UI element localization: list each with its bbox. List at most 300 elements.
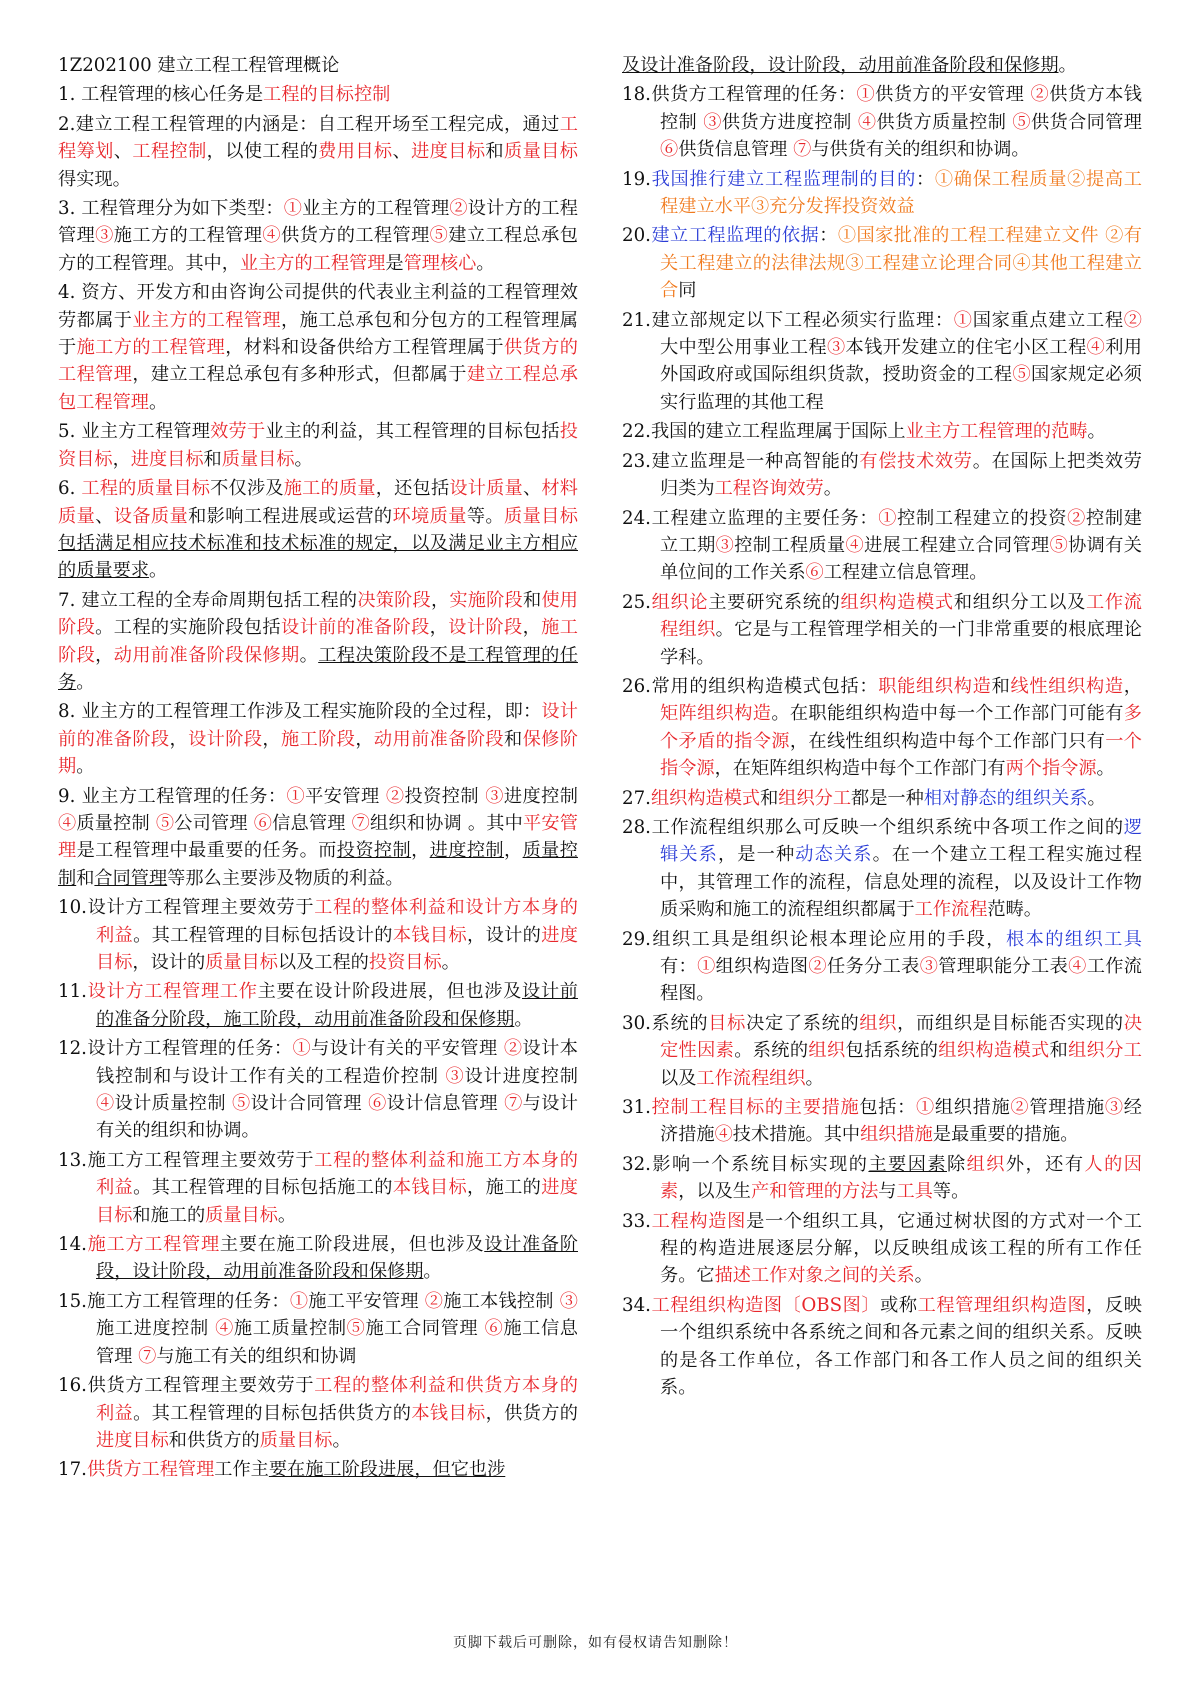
list-item (58, 587, 578, 697)
item-text: 施工阶段 (281, 728, 356, 750)
item-text: 。 (1058, 55, 1077, 76)
item-text: ， (411, 840, 430, 862)
item-text: ③ (919, 956, 939, 977)
item-text: 动用前准备阶段保修期 (113, 644, 300, 666)
item-text: 一个指令源 (660, 730, 1142, 780)
item-text: 8. 业主方的工程管理工作涉及工程实施阶段的全过程，即： (58, 701, 542, 723)
item-text: 是 (385, 252, 404, 274)
item-text: 。 (277, 1204, 297, 1226)
item-text: 业主方的工程管理 (302, 198, 450, 220)
item-number: 12. (58, 1038, 87, 1060)
item-text: 施工方工程管理的任务： (86, 1290, 290, 1312)
item-text: 施工信息管理 (96, 1318, 578, 1367)
list-item (58, 1288, 578, 1370)
item-text: 费用目标 (318, 141, 393, 163)
item-text: 人的因素 (660, 1153, 1142, 1203)
item-text: 保修阶期 (58, 728, 578, 778)
item-text: 、 (95, 505, 114, 527)
item-text: 和 (991, 675, 1011, 697)
item-number: 30. (622, 1012, 651, 1034)
item-text: 协调有关单位间的工作关系 (660, 534, 1142, 584)
item-text: ③ (559, 1290, 578, 1312)
item-number: 21. (622, 309, 651, 331)
item-text: 组织构造模式 (840, 591, 954, 613)
item-text: 本钱目标 (392, 924, 468, 946)
item-text: 技术措施。其中 (732, 1124, 861, 1146)
item-text: 组织分工 (1068, 1040, 1142, 1062)
item-text: 质量控制 (58, 840, 578, 889)
item-text: ⑤ (346, 1318, 366, 1340)
item-text: 建立工程总承包方的工程管理。其中， (58, 225, 578, 274)
list-item (622, 1151, 1142, 1206)
item-text: 供货方的工程管理 (58, 337, 578, 386)
item-text: ④ (262, 225, 282, 247)
item-text: 组织 (859, 1012, 898, 1034)
item-text: 工程建立信息管理。 (823, 562, 988, 584)
item-text: 管理措施 (1029, 1097, 1105, 1119)
item-text: 以及 (660, 1067, 697, 1089)
item-text: ， (169, 728, 189, 750)
item-text: ② (385, 785, 405, 807)
item-text: 施工方的工程管理 (113, 225, 263, 247)
item-text: 工程咨询效劳 (714, 478, 824, 500)
item-text: 。 (76, 671, 95, 693)
item-number: 23. (622, 450, 651, 472)
item-text: 投资目标 (58, 421, 578, 470)
item-text: 业主方的工程管理 (239, 252, 386, 274)
list-item (58, 1147, 578, 1229)
item-text: 和影响工程进展或运营的 (188, 505, 393, 527)
item-text: ⑥ (805, 562, 824, 584)
item-text: 9. 业主方工程管理的任务： (58, 785, 287, 807)
item-text: 包括系统的 (845, 1040, 939, 1062)
item-text: ① (697, 956, 716, 977)
item-text: 质量目标 (504, 505, 578, 527)
item-text: ⑦ (138, 1345, 157, 1367)
item-text: ⑦ (793, 139, 812, 161)
item-text: 组织措施 (934, 1097, 1011, 1119)
item-text: 和 (522, 589, 542, 611)
item-text: ① (286, 785, 306, 807)
item-text: 和 (203, 448, 222, 470)
item-text: ，反映一个组织系统中各系统之间和各元素之间的组织关系。反映的是各工作单位，各工作部门和各工作人员之间的组织关系。 (660, 1294, 1142, 1399)
item-text: 进度目标 (96, 1429, 169, 1451)
item-text: 供货方工程管理主要效劳于 (86, 1375, 315, 1397)
right-item-list (622, 52, 1142, 1402)
item-text: 是一个组织工具，它通过树状图的方式对一个工程的构造进展逐层分解，以反映组成该工程的所有工作任务。它 (660, 1210, 1142, 1287)
item-text: ，供货方的 (485, 1402, 578, 1424)
item-text: 包括满足相应技术标准和技术标准的规定，以及满足业主方相应的质量要求 (58, 532, 578, 582)
item-text: 决策阶段 (357, 589, 431, 611)
item-text: ⑥ (484, 1318, 504, 1340)
item-text: ： (916, 168, 935, 190)
item-text: 进度控制 (429, 840, 504, 862)
item-text: 进度目标 (96, 924, 578, 973)
item-text: 。在国际上把类效劳归类为 (660, 450, 1142, 500)
item-text: 施工合同管理 (365, 1318, 485, 1340)
item-number: 28. (622, 816, 651, 838)
list-item (622, 307, 1142, 417)
item-text: ⑥ (660, 139, 679, 161)
item-text: 主要因素 (868, 1153, 947, 1175)
item-text: ⑦ (351, 812, 371, 834)
item-number: 18. (622, 84, 651, 106)
item-text: 等那么主要涉及物质的利益。 (167, 867, 404, 889)
item-text: 施工平安管理 (308, 1290, 425, 1312)
item-text: 质量目标 (205, 952, 278, 973)
item-text: 6. (58, 478, 82, 500)
item-text: 管理核心 (403, 252, 477, 274)
item-text: 投资控制 (336, 840, 412, 862)
item-text: 控制建立工期 (660, 507, 1142, 556)
item-text: 动态关系 (795, 844, 873, 866)
item-text: 主要研究系统的 (708, 591, 841, 613)
item-text: ② (424, 1290, 444, 1312)
list-item (58, 195, 578, 277)
item-text: 公司管理 (174, 812, 254, 834)
item-text: 和 (504, 728, 523, 750)
item-text: 建立工程监理的依据 (650, 225, 820, 247)
item-number: 13. (58, 1149, 87, 1171)
item-number: 20. (622, 225, 651, 247)
item-text: 与设计有关的平安管理 (311, 1038, 504, 1060)
item-text: ， (504, 840, 523, 862)
item-text: 进度目标 (130, 448, 204, 470)
list-item (58, 783, 578, 893)
item-text: 利用外国政府或国际组织货款，授助资金的工程 (660, 337, 1142, 386)
item-text: 。 (805, 1067, 824, 1089)
item-text: 。 (914, 1265, 933, 1287)
list-item (622, 81, 1142, 163)
item-text: ⑥ (253, 812, 273, 834)
list-item (622, 926, 1142, 1008)
item-text: ② (1010, 1097, 1030, 1119)
item-text: 平安管理 (58, 812, 578, 862)
item-text: 设计质量控制 (114, 1093, 233, 1115)
item-text: ③ (715, 534, 735, 556)
item-text: 施工质量控制 (233, 1318, 347, 1340)
left-item-list (58, 81, 578, 1483)
item-text: ① (916, 1097, 935, 1119)
item-text: 工程的目标控制 (263, 84, 391, 106)
item-text: ①国家批准的工程工程建立文件 ②有关工程建立的法律法规③工程建立论理合同④其他工程建立合 (660, 225, 1142, 302)
item-text: ② (1067, 507, 1086, 529)
item-text: 合同管理 (94, 867, 168, 889)
item-text: 和 (76, 867, 95, 889)
item-text: 组织构造模式 (938, 1040, 1050, 1062)
item-text: 设计质量 (449, 478, 523, 500)
item-text: 工程筹划 (58, 113, 578, 163)
item-text: ④ (1086, 337, 1106, 359)
list-item (622, 505, 1142, 587)
item-text: 施工的质量 (283, 478, 376, 500)
item-text: 质量目标 (504, 141, 578, 163)
item-text: 供货方的平安管理 (875, 84, 1031, 106)
list-item (622, 52, 1142, 79)
item-text: 以及工程的 (277, 952, 369, 973)
item-text: ，而组织是目标能否实现的 (897, 1012, 1124, 1034)
item-text: 组织措施 (860, 1124, 933, 1146)
list-item (622, 1094, 1142, 1149)
item-number: 25. (622, 591, 651, 613)
item-text: 效劳于 (210, 421, 266, 443)
item-text: 施工方工程管理 (86, 1234, 220, 1256)
left-column (58, 52, 578, 1486)
item-text: 工程的质量目标 (81, 478, 211, 500)
item-text: 是最重要的措施。 (932, 1124, 1079, 1146)
item-text: 大中型公用事业工程 (660, 337, 827, 359)
item-text: 设计方工程管理的任务： (86, 1038, 293, 1060)
item-text: ，在矩阵组织构造中每个工作部门有 (714, 758, 1006, 780)
item-text: 控制工程质量 (734, 534, 846, 556)
item-text: ， (1123, 675, 1142, 697)
item-number: 24. (622, 507, 651, 529)
item-text: 业主的利益，其工程管理的目标包括 (265, 421, 560, 443)
item-text: ③ (485, 785, 504, 807)
item-text: 7. 建立工程的全寿命周期包括工程的 (58, 589, 358, 611)
list-item (58, 111, 578, 193)
item-text: 工程构造图 (650, 1210, 747, 1232)
item-text: 主要在施工阶段进展，但也涉及 (219, 1234, 485, 1256)
list-item (58, 1372, 578, 1454)
item-text: ⑤ (1012, 111, 1031, 133)
item-text: 同 (678, 280, 697, 302)
item-text: 逻辑关系 (660, 816, 1142, 866)
item-text: 和 (485, 141, 504, 163)
item-text: 。 (1087, 787, 1106, 809)
item-text: 职能组织构造 (878, 675, 992, 697)
item-text: ⑤ (1012, 364, 1032, 386)
item-text: 及设计准备阶段，设计阶段，动用前准备阶段和保修期 (622, 55, 1059, 76)
item-number: 19. (622, 168, 651, 190)
item-text: 质量目标 (205, 1204, 278, 1226)
item-text: 本钱目标 (392, 1177, 468, 1199)
item-text: 设计阶段 (448, 617, 523, 639)
item-text: 与设计有关的组织和协调。 (96, 1093, 578, 1142)
item-number: 27. (622, 787, 651, 809)
item-text: 设备质量 (113, 505, 189, 527)
item-text: 进度控制 (503, 785, 578, 807)
item-text: ④ (215, 1318, 234, 1340)
item-text: ④ (58, 812, 77, 834)
item-text: ② (1123, 309, 1142, 331)
item-text: ③ (445, 1065, 465, 1087)
item-text: 组织和协调 。其中 (370, 812, 523, 834)
item-text: 4. 资方、开发方和由咨询公司提供的代表业主利益的工程管理效劳都属于 (58, 282, 578, 331)
item-text: 信息管理 (272, 812, 352, 834)
item-text: 1. 工程管理的核心任务是 (58, 84, 264, 106)
list-item (622, 785, 1142, 812)
item-text: 和供货方的 (168, 1429, 260, 1451)
item-text: 有偿技术效劳 (859, 450, 973, 472)
item-text: 决定性因素 (660, 1012, 1142, 1062)
item-number: 16. (58, 1375, 87, 1397)
item-text: 设计前的准备阶段 (281, 617, 430, 639)
item-text: 业主方的工程管理 (132, 309, 282, 331)
item-text: 材料质量 (58, 478, 578, 527)
item-text: 常用的组织构造模式包括： (650, 675, 879, 697)
item-text: 。 (441, 952, 460, 973)
item-number: 10. (58, 897, 87, 919)
item-text: 供货合同管理 (1030, 111, 1142, 133)
item-text: ② (1030, 84, 1050, 106)
list-item (622, 814, 1142, 924)
item-text: 设计方工程管理主要效劳于 (86, 897, 315, 919)
item-text: 工程控制 (132, 141, 207, 163)
item-text: 投资目标 (368, 952, 442, 973)
item-text: 。 (423, 1261, 442, 1283)
item-text: 设计本钱控制和与设计工作有关的工程造价控制 (96, 1038, 578, 1087)
list-item (58, 81, 578, 108)
item-text: 两个指令源 (1005, 758, 1097, 780)
item-text: ，还包括 (375, 478, 450, 500)
item-text: 线性组织构造 (1010, 675, 1124, 697)
item-text: 。 (1087, 421, 1106, 443)
right-column (622, 52, 1142, 1404)
item-text: 组织工具是组织论根本理论应用的手段， (650, 928, 1006, 950)
item-text: 供货方工程管理 (86, 1459, 215, 1481)
list-item (58, 894, 578, 976)
item-text: ③ (1104, 1097, 1124, 1119)
item-text: 系统的 (650, 1012, 709, 1034)
list-item (58, 1035, 578, 1145)
item-text: 设计方的工程管理 (58, 198, 578, 247)
list-item (622, 448, 1142, 503)
item-text: 。 (294, 448, 313, 470)
item-text: 、 (392, 141, 412, 163)
list-item (622, 1208, 1142, 1290)
item-text: 施工方工程管理主要效劳于 (86, 1149, 315, 1171)
item-text: ⑦ (504, 1093, 523, 1115)
item-text: 和 (760, 787, 779, 809)
item-text: ，设计的 (132, 952, 206, 973)
item-text: ⑤ (1049, 534, 1069, 556)
list-item (622, 418, 1142, 445)
item-text: ① (283, 198, 303, 220)
item-text: 施工本钱控制 (443, 1290, 560, 1312)
item-number: 22. (622, 421, 651, 443)
item-text: 。 (823, 478, 842, 500)
item-text: 、 (113, 141, 133, 163)
item-text: 组织 (966, 1153, 1006, 1175)
item-text: 国家重点建立工程 (972, 309, 1124, 331)
item-text: ② (449, 198, 468, 220)
item-text: 范畴。 (987, 899, 1042, 921)
item-text: ， (430, 589, 450, 611)
item-text: ③ (826, 337, 846, 359)
item-text: 质量目标 (259, 1429, 333, 1451)
item-text: 得实现。 (58, 168, 131, 190)
item-text: ④ (845, 534, 865, 556)
item-text: ① (289, 1290, 309, 1312)
item-text: ， (262, 728, 281, 750)
item-text: 都是一种 (851, 787, 924, 809)
item-text: 。在一个建立工程工程实施过程中，其管理工作的流程，信息处理的流程，以及设计工作物质采购和施工的流程组织都属于 (660, 844, 1142, 921)
item-number: 15. (58, 1290, 87, 1312)
item-text: 决定了系统的 (746, 1012, 860, 1034)
item-text: 外，还有 (1005, 1153, 1085, 1175)
item-text: 质量控制 (76, 812, 156, 834)
item-text: 设计方工程管理工作 (86, 981, 258, 1003)
item-text: 我国的建立工程监理属于国际上 (650, 421, 906, 443)
item-text: 工作流程 (914, 899, 988, 921)
item-text: 矩阵组织构造 (660, 703, 772, 725)
item-text: 工程组织构造图〔OBS图〕 (650, 1294, 881, 1316)
item-text: 设计准备阶段，设计阶段，动用前准备阶段和保修期 (96, 1234, 578, 1283)
item-text: 。 (332, 1429, 351, 1451)
item-number: 29. (622, 928, 651, 950)
item-text: 设计进度控制 (464, 1065, 578, 1087)
item-text: 。系统的 (734, 1040, 809, 1062)
item-number: 31. (622, 1097, 651, 1119)
item-text: 本钱目标 (411, 1402, 486, 1424)
item-text: ， (95, 644, 114, 666)
item-text: 。 (299, 644, 319, 666)
item-text: ， (429, 617, 449, 639)
list-item (58, 418, 578, 473)
item-text: 进度目标 (411, 141, 486, 163)
item-text: 工具 (896, 1181, 933, 1203)
item-text: ，在线性组织构造中每个工作部门只有 (789, 730, 1106, 752)
item-text: ，材料和设备供给方工程管理属于 (225, 337, 505, 359)
item-text: 和组织分工以及 (953, 591, 1087, 613)
item-text: 。它是与工程管理学相关的一门非常重要的根底理论学科。 (660, 619, 1142, 668)
item-text: 工作流程组织那么可反映一个组织系统中各项工作之间的 (650, 816, 1124, 838)
item-text: 建立监理是一种高智能的 (650, 450, 860, 472)
item-text: 我国推行建立工程监理制的目的 (650, 168, 917, 190)
item-text: 工程建立监理的主要任务： (650, 507, 879, 529)
item-text: ① (292, 1038, 312, 1060)
item-text: 。其工程管理的目标包括供货方的 (133, 1402, 412, 1424)
item-text: 主要在设计阶段进展，但也涉及 (257, 981, 523, 1003)
item-text: 不仅涉及 (210, 478, 284, 500)
item-text: 供货方本钱控制 (660, 84, 1142, 133)
item-text: ⑤ (232, 1093, 251, 1115)
list-item (58, 475, 578, 585)
item-text: 组织分工 (778, 787, 852, 809)
item-text: 本钱开发建立的住宅小区工程 (845, 337, 1087, 359)
item-text: ② (503, 1038, 523, 1060)
item-text: 根本的组织工具 (1005, 928, 1142, 950)
item-text: 设计阶段 (188, 728, 263, 750)
item-text: ①确保工程质量②提高工程建立水平③充分发挥投资效益 (660, 168, 1142, 218)
item-text: 和施工的 (132, 1204, 206, 1226)
list-item (622, 1010, 1142, 1092)
item-text: ， (112, 448, 131, 470)
item-text: ⑥ (368, 1093, 387, 1115)
item-text: 除 (946, 1153, 967, 1175)
item-text: 2.建立工程工程管理的内涵是：自工程开场至工程完成，通过 (58, 113, 560, 135)
item-text: 目标 (708, 1012, 747, 1034)
item-text: 环境质量 (392, 505, 467, 527)
item-text: ，以及生 (678, 1181, 751, 1203)
page-footer: 页脚下载后可删除，如有侵权请告知删除！ (453, 1635, 738, 1651)
item-text: 管理职能分工表 (938, 956, 1069, 977)
item-text: ⑤ (155, 812, 175, 834)
item-text: 等。 (932, 1181, 970, 1203)
item-number: 14. (58, 1234, 87, 1256)
item-text: 等。 (466, 505, 504, 527)
item-text: 。其工程管理的目标包括施工的 (133, 1177, 393, 1199)
list-item (622, 1292, 1142, 1402)
item-text: ，建立工程总承包有多种形式，但都属于 (132, 364, 467, 386)
item-text: 国家规定必须实行监理的其他工程 (660, 364, 1142, 413)
item-text: 业主方工程管理的范畴 (905, 421, 1088, 443)
item-text: 平安管理 (305, 785, 386, 807)
item-text: 供货方进度控制 (721, 111, 858, 133)
item-text: 或称 (880, 1294, 918, 1316)
item-text: 组织构造图 (715, 956, 809, 977)
